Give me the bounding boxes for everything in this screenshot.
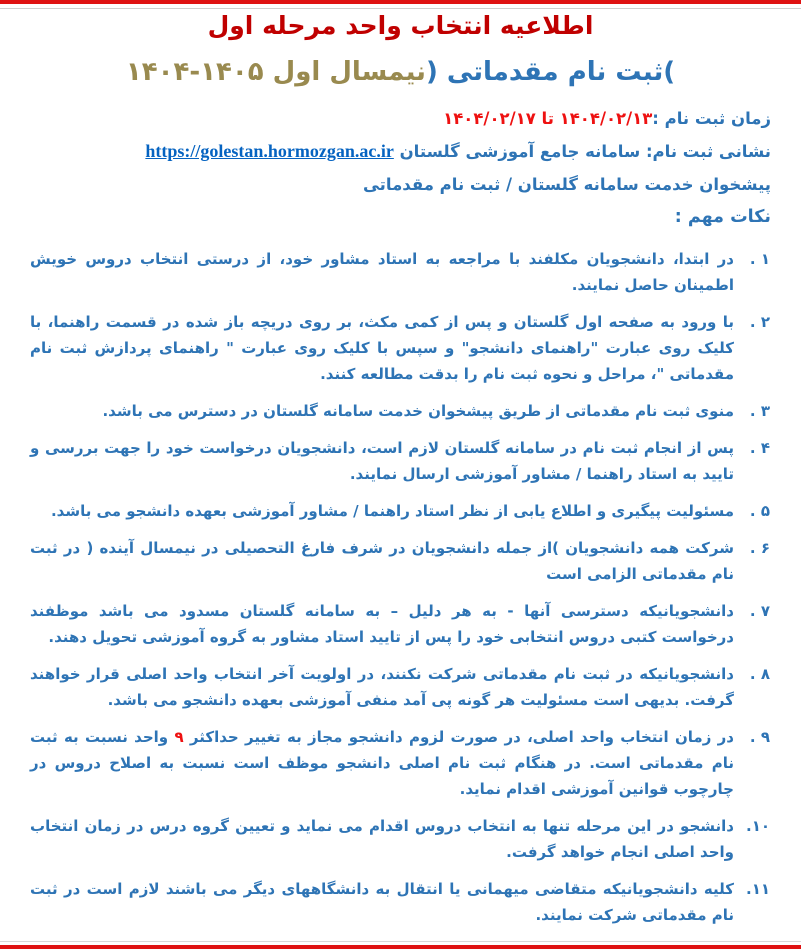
note-number: ۲ . [749,313,770,331]
bottom-gray-rule [0,941,801,942]
note-number: ۱۰. [745,817,770,835]
note-text: دانشجویانیکه دسترسی آنها - به هر دلیل – به سامانه گلستان مسدود می باشد موظفند درخواست کتبی دروس انتخابی خود را پس از تایید استاد مشاور به گروه آموزشی تحویل دهند. [30,602,734,646]
registration-time-value: ۱۴۰۴/۰۲/۱۳ تا ۱۴۰۴/۰۲/۱۷ [443,109,653,128]
note-text [30,728,734,798]
note-text: کلیه دانشجویانیکه متقاضی میهمانی یا انتقال به دانشگاههای دیگر می باشند لازم است در ثبت نام مقدماتی شرکت نمایند. [30,880,734,924]
note-text: شرکت همه دانشجویان )از جمله دانشجویان در شرف فارغ التحصیلی در نیمسال آینده ( در ثبت نام مقدماتی الزامی است [30,539,734,583]
note-number: ۵ . [749,502,770,520]
note-text: پس از انجام ثبت نام در سامانه گلستان لازم است، دانشجویان درخواست خود را جهت بررسی و تایید به استاد راهنما / مشاور آموزشی ارسال نمایند. [30,439,734,483]
golestan-url-link[interactable]: https://golestan.hormozgan.ac.ir [145,141,394,161]
note-item-5 [30,498,771,524]
note-text: دانشجویانیکه در ثبت نام مقدماتی شرکت نکنند، در اولویت آخر انتخاب واحد اصلی قرار خواهند گرفت. بدیهی است مسئولیت هر گونه پی آمد منفی آموزشی بعهده دانشجو می باشد. [30,665,734,709]
page-title: اطلاعیه انتخاب واحد مرحله اول [207,11,594,40]
note-item-8 [30,661,771,713]
note-item-2 [30,309,771,387]
note-number: ۴ . [749,439,770,457]
note-number: ۳ . [749,402,770,420]
note-number: ۶ . [749,539,770,557]
note-text: در ابتدا، دانشجویان مکلفند با مراجعه به استاد مشاور خود، از درستی انتخاب دروس خویش اطمینان حاصل نمایند. [30,250,734,294]
note-text-pre: در زمان انتخاب واحد اصلی، در صورت لزوم دانشجو مجاز به تغییر حداکثر [183,728,734,746]
bottom-red-border [0,945,801,949]
top-red-border [0,0,801,4]
registration-info-block [30,102,771,234]
note-number: ۷ . [749,602,770,620]
note-number: ۱ . [749,250,770,268]
registration-time-label: زمان ثبت نام : [652,109,771,128]
note-number: ۱۱. [745,880,770,898]
registration-address-line [30,135,771,168]
note-text: دانشجو در این مرحله تنها به انتخاب دروس اقدام می نماید و تعیین گروه درس در زمان انتخاب واحد اصلی انجام خواهد گرفت. [30,817,734,861]
service-desk-path: پیشخوان خدمت سامانه گلستان / ثبت نام مقدماتی [362,175,771,194]
registration-time-line [30,102,771,135]
note-item-11 [30,876,771,928]
note-item-7 [30,598,771,650]
note-number: ۹ . [749,728,770,746]
max-units-highlight: ۹ [174,728,184,746]
note-text-post: واحد نسبت به ثبت نام مقدماتی است. در هنگام ثبت نام اصلی دانشجو موظف است نسبت به اصلاح دروس در چارچوب قوانین آموزشی اقدام نماید. [30,728,734,798]
note-item-9 [30,724,771,802]
note-text: منوی ثبت نام مقدماتی از طریق پیشخوان خدمت سامانه گلستان در دسترس می باشد. [102,402,734,420]
important-notes-label: نکات مهم : [674,207,771,227]
notes-list [30,246,771,928]
note-item-3 [30,398,771,424]
note-item-4 [30,435,771,487]
announcement-document [0,6,801,939]
note-item-10 [30,813,771,865]
subtitle-semester-part: نیمسال اول ۱۴۰۵-۱۴۰۴ [125,57,426,87]
note-text: مسئولیت پیگیری و اطلاع یابی از نظر استاد راهنما / مشاور آموزشی بعهده دانشجو می باشد. [50,502,734,520]
page-subtitle [30,52,771,92]
note-number: ۸ . [749,665,770,683]
note-item-1 [30,246,771,298]
subtitle-registration-part: )ثبت نام مقدماتی ( [425,57,676,87]
note-text: با ورود به صفحه اول گلستان و پس از کمی مکث، بر روی دریچه باز شده در قسمت راهنما، با کلیک روی عبارت "راهنمای دانشجو" و سپس با کلیک روی عبارت " راهنمای پردازش ثبت نام مقدماتی "، مراحل و نحوه ثبت نام را بدقت مطالعه کنند. [30,313,734,383]
registration-address-label: نشانی ثبت نام: سامانه جامع آموزشی گلستان [399,142,771,161]
note-item-6 [30,535,771,587]
